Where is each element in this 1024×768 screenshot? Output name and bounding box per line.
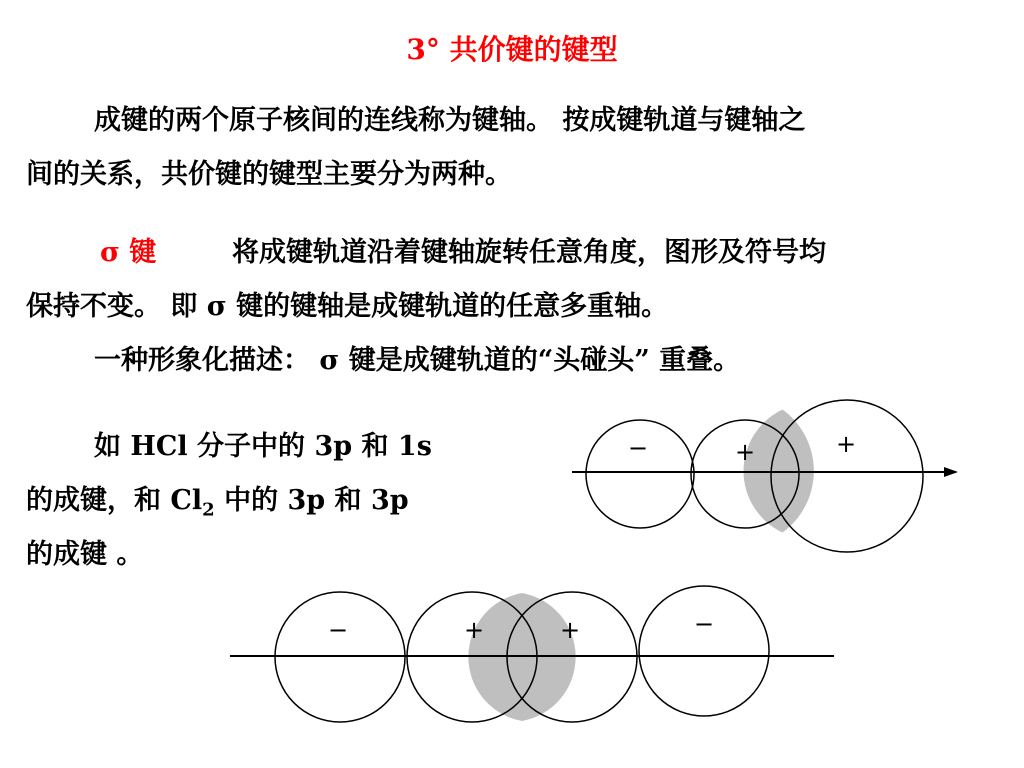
para1-line1: 成键的两个原子核间的连线称为键轴。 按成键轨道与键轴之 — [94, 105, 806, 136]
cl2-sign-3: + — [559, 616, 581, 644]
cl2-sign-2: + — [463, 616, 485, 644]
sigma-line1: 将成键轨道沿着键轴旋转任意角度，图形及符号均 — [232, 237, 826, 268]
page-title: 3° 共价键的键型 — [406, 33, 618, 66]
sigma-term: σ 键 — [100, 237, 157, 268]
cl2-diagram — [230, 586, 834, 722]
hcl-sign-2: + — [734, 438, 756, 466]
cl2-sign-4: − — [693, 610, 715, 638]
example-line2-b: 中的 3p 和 3p — [214, 485, 409, 516]
hcl-sign-1: − — [627, 434, 649, 462]
sigma-line3: 一种形象化描述： σ 键是成键轨道的“头碰头” 重叠。 — [94, 345, 741, 376]
para1-line2: 间的关系，共价键的键型主要分为两种。 — [26, 159, 512, 190]
cl2-sign-1: − — [327, 616, 349, 644]
hcl-sign-3: + — [835, 430, 857, 458]
example-line2-a: 的成键，和 Cl — [26, 485, 203, 516]
sigma-line2: 保持不变。 即 σ 键的键轴是成键轨道的任意多重轴。 — [26, 291, 669, 322]
cl2-lobe-4 — [639, 586, 769, 716]
example-line3: 的成键 。 — [26, 539, 144, 570]
example-line2-sub: 2 — [202, 499, 215, 521]
hcl-diagram — [572, 400, 956, 552]
example-line1: 如 HCl 分子中的 3p 和 1s — [94, 431, 432, 462]
